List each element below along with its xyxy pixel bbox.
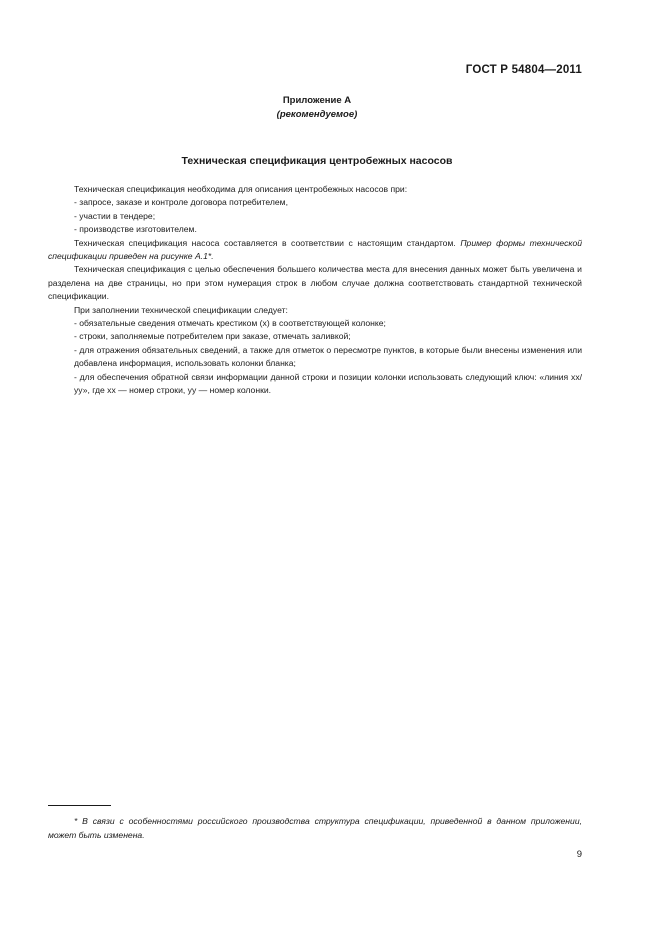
document-number: ГОСТ Р 54804—2011 xyxy=(465,64,582,76)
paragraph xyxy=(48,237,582,264)
list-item: - для обеспечения обратной связи информации данной строки и позиции колонки использовать следующий ключ: «линия хх/уу», где хх — номер строки, уу — номер колонки. xyxy=(74,371,582,396)
appendix-heading xyxy=(0,94,634,122)
section-title: Техническая спецификация центробежных насосов xyxy=(181,155,453,167)
appendix-subtitle: (рекомендуемое) xyxy=(276,109,358,120)
list-item: - запросе, заказе и контроле договора потребителем, xyxy=(74,197,288,208)
footnote-divider xyxy=(48,805,111,806)
appendix-title: Приложение А xyxy=(282,95,352,106)
list-item: - производстве изготовителем. xyxy=(74,224,197,235)
paragraph-text: Техническая спецификация насоса составляется в соответствии с настоящим стандартом. xyxy=(74,237,456,248)
paragraph: При заполнении технической спецификации следует: xyxy=(74,304,288,315)
paragraph: Техническая спецификация с целью обеспечения большего количества места для внесения данных может быть увеличена и разделена на две страницы, но при этом нумерация строк в любом случае должна соответствовать стандартной технической спецификации. xyxy=(48,264,582,302)
body-text xyxy=(48,183,582,398)
page-number: 9 xyxy=(576,849,582,860)
paragraph: Техническая спецификация необходима для описания центробежных насосов при: xyxy=(74,184,408,194)
list-item: - участии в тендере; xyxy=(74,210,156,221)
list-item: - строки, заполняемые потребителем при заказе, отмечать заливкой; xyxy=(74,331,351,342)
list-item: - для отражения обязательных сведений, а также для отметок о пересмотре пунктов, в которые были внесены изменения или добавлена информация, использовать колонки бланка; xyxy=(74,344,582,369)
figure-reference: Пример формы технической спецификации приведен на рисунке А.1*. xyxy=(48,237,583,262)
list-item: - обязательные сведения отмечать крестиком (х) в соответствующей колонке; xyxy=(74,318,386,329)
footnote: * В связи с особенностями российского производства структура спецификации, приведенной в данном приложении, может быть изменена. xyxy=(48,816,582,840)
